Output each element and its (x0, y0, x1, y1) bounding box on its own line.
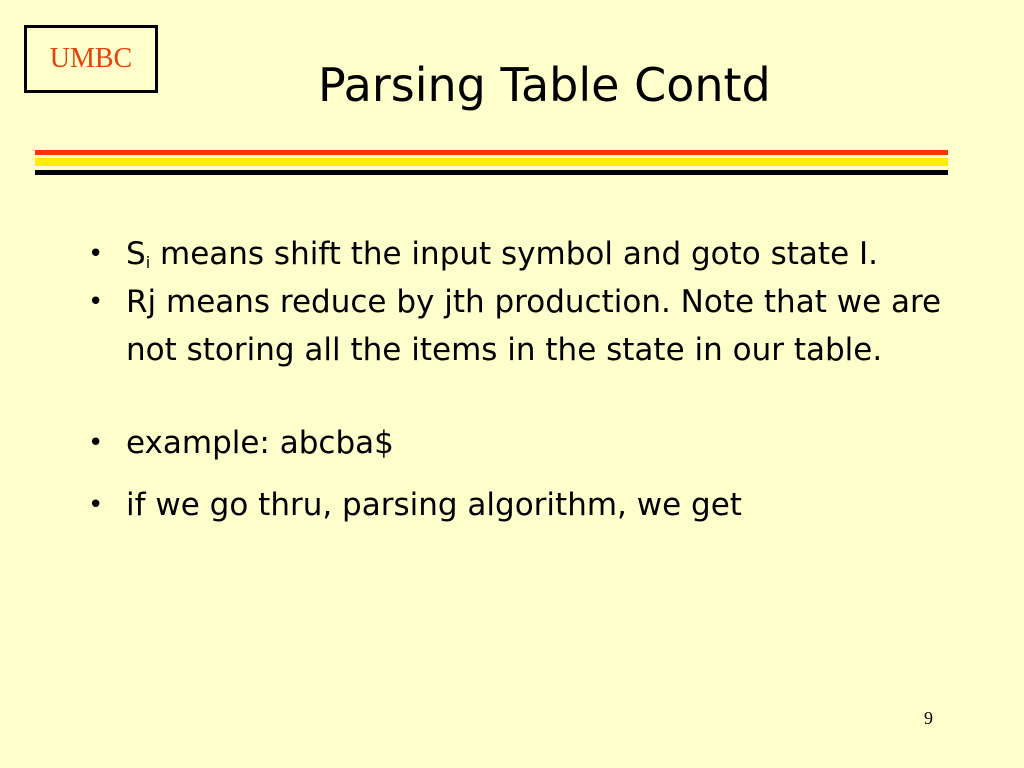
bullet-dot-icon: • (88, 428, 104, 458)
bullet-subscript: i (145, 253, 151, 272)
bullet-item-shift (88, 230, 968, 278)
bullet-text: Rj means reduce by jth production. Note that we are not storing all the items in the state in our table. (126, 284, 942, 368)
bullet-dot-icon: • (88, 287, 104, 317)
bullet-item-algorithm (88, 481, 968, 529)
slide-title: Parsing Table Contd (318, 58, 771, 112)
bullet-item-example (88, 419, 968, 467)
umbc-logo (24, 25, 158, 93)
title-divider-yellow (35, 158, 948, 166)
bullet-list (88, 230, 968, 529)
title-divider-black (35, 170, 948, 175)
bullet-dot-icon: • (88, 490, 104, 520)
logo-text: UMBC (49, 43, 133, 74)
title-divider-red (35, 150, 948, 155)
bullet-dot-icon: • (88, 239, 104, 269)
bullet-text: example: abcba$ (126, 425, 394, 461)
bullet-text: if we go thru, parsing algorithm, we get (126, 487, 742, 523)
bullet-text: means shift the input symbol and goto state I. (150, 236, 879, 272)
bullet-item-reduce (88, 278, 968, 374)
bullet-spacer (88, 374, 968, 419)
bullet-lead: S (126, 236, 146, 272)
page-number: 9 (924, 708, 933, 728)
